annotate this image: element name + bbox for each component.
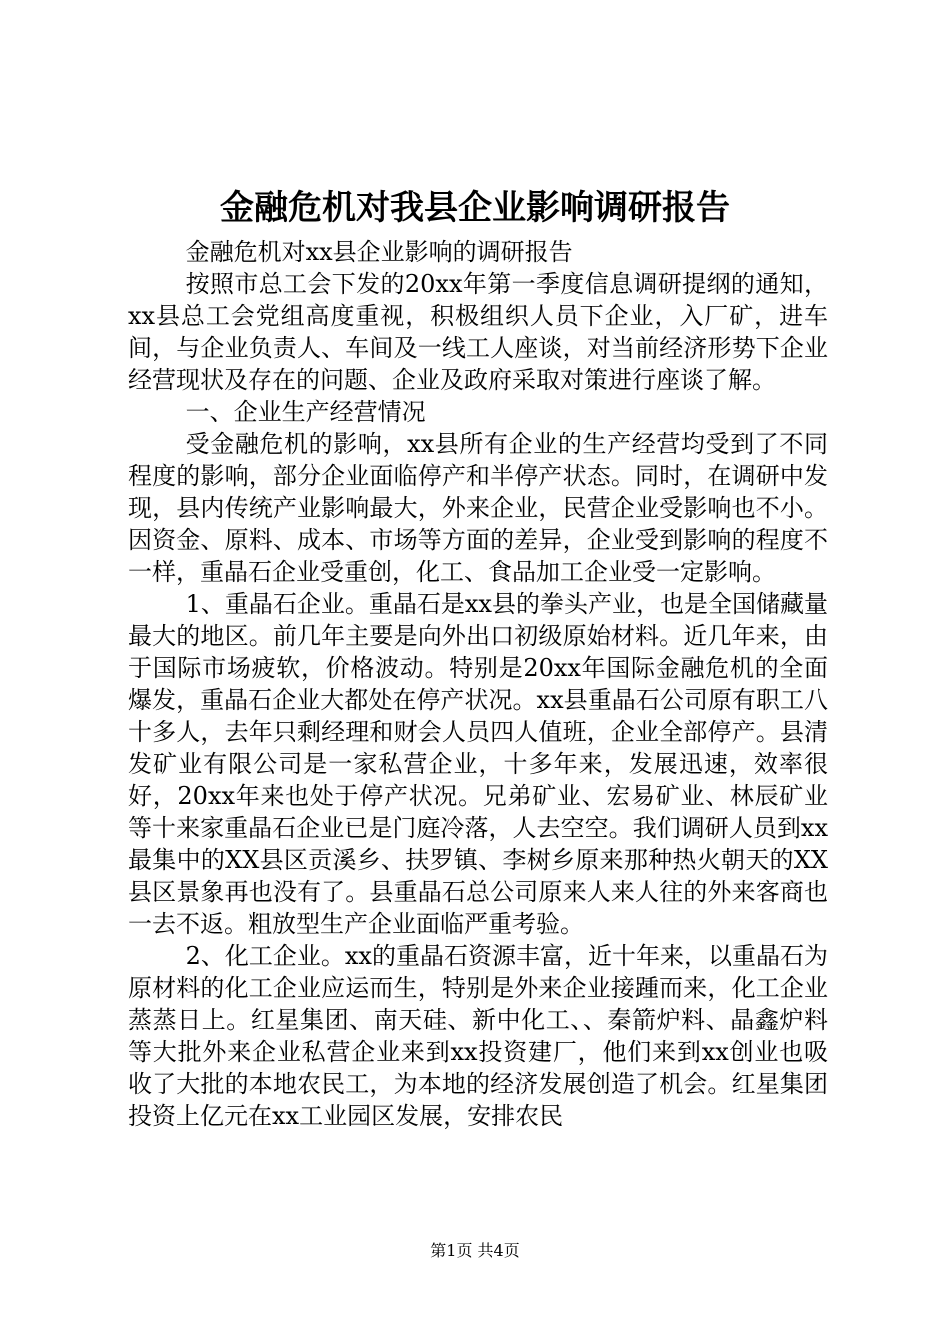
body-paragraph: 受金融危机的影响，xx县所有企业的生产经营均受到了不同程度的影响，部分企业面临停产和半停产状态。同时，在调研中发现，县内传统产业影响最大，外来企业，民营企业受影响也不小。因资金、原料、成本、市场等方面的差异，企业受到影响的程度不一样，重晶石企业受重创，化工、食品加工企业受一定影响。 — [128, 430, 828, 586]
body-paragraph: 1、重晶石企业。重晶石是xx县的拳头产业，也是全国储藏量最大的地区。前几年主要是向外出口初级原始材料。近几年来，由于国际市场疲软，价格波动。特别是20xx年国际金融危机的全面爆发，重晶石企业大都处在停产状况。xx县重晶石公司原有职工八十多人，去年只剩经理和财会人员四人值班，企业全部停产。县清发矿业有限公司是一家私营企业，十多年来，发展迅速，效率很好，20xx年来也处于停产状况。兄弟矿业、宏易矿业、林辰矿业等十来家重晶石企业已是门庭冷落，人去空空。我们调研人员到xx最集中的XX县区贡溪乡、扶罗镇、李树乡原来那种热火朝天的XX县区景象再也没有了。县重晶石总公司原来人来人往的外来客商也一去不返。粗放型生产企业面临严重考验。 — [128, 590, 828, 938]
document-body — [128, 236, 828, 1132]
document-title: 金融危机对我县企业影响调研报告 — [220, 188, 730, 228]
body-paragraph: 2、化工企业。xx的重晶石资源丰富，近十年来，以重晶石为原材料的化工企业应运而生，特别是外来企业接踵而来，化工企业蒸蒸日上。红星集团、南天硅、新中化工、、秦箭炉料、晶鑫炉料等大批外来企业私营企业来到xx投资建厂，他们来到xx创业也吸收了大批的本地农民工，为本地的经济发展创造了机会。红星集团投资上亿元在xx工业园区发展，安排农民 — [128, 942, 828, 1130]
page-number-footer: 第1页 共4页 — [430, 1241, 520, 1260]
intro-paragraph: 按照市总工会下发的20xx年第一季度信息调研提纲的通知，xx县总工会党组高度重视，积极组织人员下企业，入厂矿，进车间，与企业负责人、车间及一线工人座谈，对当前经济形势下企业经营现状及存在的问题、企业及政府采取对策进行座谈了解。 — [128, 270, 828, 394]
section-heading: 一、企业生产经营情况 — [185, 398, 426, 426]
subtitle-paragraph: 金融危机对xx县企业影响的调研报告 — [185, 238, 573, 266]
